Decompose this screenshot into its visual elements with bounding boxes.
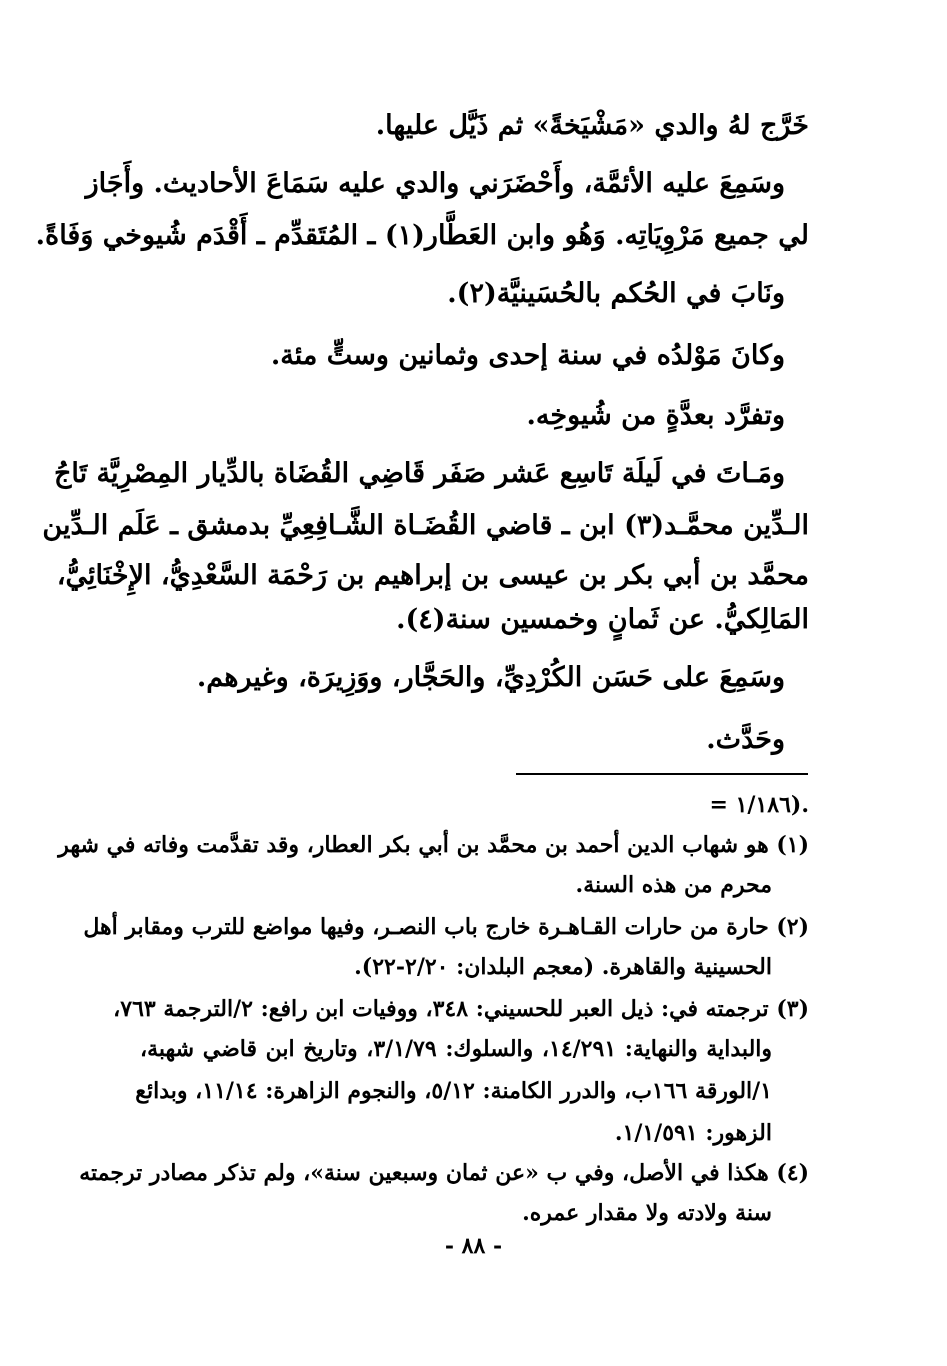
footnote-4-line-2: سنة ولادته ولا مقدار عمره.: [522, 1200, 772, 1226]
body-line-2: وسَمِعَ عليه الأئمَّة، وأَحْضَرَني والدي عليه سَمَاعَ الأحاديث. وأَجَاز: [85, 168, 785, 199]
body-line-8: الـدِّين محمَّـد(٣) ابن ـ قاضي القُضَـاة الشَّـافِعِيِّ بدمشق ـ عَلَم الـدِّين: [42, 510, 809, 541]
footnote-3-line-4: الزهور: ١/١/٥٩١.: [614, 1120, 772, 1146]
footnote-3-line-1: (٣) ترجمته في: ذيل العبر للحسيني: ٣٤٨، ووفيات ابن رافع: ٢/الترجمة ٧٦٣،: [113, 996, 809, 1022]
body-line-3: لي جميع مَرْوِيَاتِه. وَهُو وابن العَطَّار(١) ـ المُتَقدِّم ـ أَقْدَم شُيوخي وَفَاةً.: [35, 220, 809, 251]
body-line-9: محمَّد بن أبي بكر بن عيسى بن إبراهيم بن رَحْمَة السَّعْدِيُّ، الإِخْنَائِيُّ،: [56, 560, 809, 591]
body-line-11: وسَمِعَ على حَسَن الكُرْدِيِّ، والحَجَّار، ووَزِيرَة، وغيرهم.: [196, 662, 785, 693]
body-line-10: المَالِكيُّ. عن ثَمانٍ وخمسين سنة(٤).: [396, 604, 809, 635]
body-line-4: ونَابَ في الحُكم بالحُسَينيَّة(٢).: [447, 278, 785, 309]
footnote-1-line-1: (١) هو شهاب الدين أحمد بن محمَّد بن أبي بكر العطار، وقد تقدَّمت وفاته في شهر: [58, 832, 809, 858]
footnote-3-line-2: والبداية والنهاية: ١٤/٢٩١، والسلوك: ٣/١/٧٩، وتاريخ ابن قاضي شهبة،: [140, 1036, 773, 1062]
body-line-7: ومَـاتَ في لَيلَة تَاسِع عَشر صَفَر قَاضِي القُضَاة بالدِّيار المِصْرِيَّة تَاجُ: [53, 458, 785, 489]
footnote-3-line-3: ١/الورقة ١٦٦ب، والدرر الكامنة: ٥/١٢، والنجوم الزاهرة: ١١/١٤، وبدائع: [135, 1078, 772, 1104]
footnote-carryover: = ١/١٨٦).: [709, 792, 809, 818]
footnote-4-line-1: (٤) هكذا في الأصل، وفي ب «عن ثمان وسبعين سنة»، ولم تذكر مصادر ترجمته: [79, 1160, 809, 1186]
body-line-1: خَرَّج لهُ والدي «مَشْيَخةً» ثم ذَيَّل عليها.: [375, 110, 809, 141]
footnote-2-line-1: (٢) حارة من حارات القـاهـرة خارج باب النصـر، وفيها مواضع للترب ومقابر أهل: [83, 914, 809, 940]
footnote-2-line-2: الحسينية والقاهرة. (معجم البلدان: ٢/٢٠-٢٢).: [354, 954, 772, 980]
footnote-1-line-2: محرم من هذه السنة.: [575, 872, 772, 898]
body-line-6: وتفرَّد بعدَّةٍ من شُيوخِه.: [526, 400, 785, 431]
page-number: - ٨٨ -: [444, 1233, 503, 1259]
body-line-12: وحَدَّث.: [706, 724, 785, 755]
footnote-separator: [516, 773, 808, 775]
body-line-5: وكانَ مَوْلدُه في سنة إحدى وثمانين وستٍّ مئة.: [270, 340, 785, 371]
